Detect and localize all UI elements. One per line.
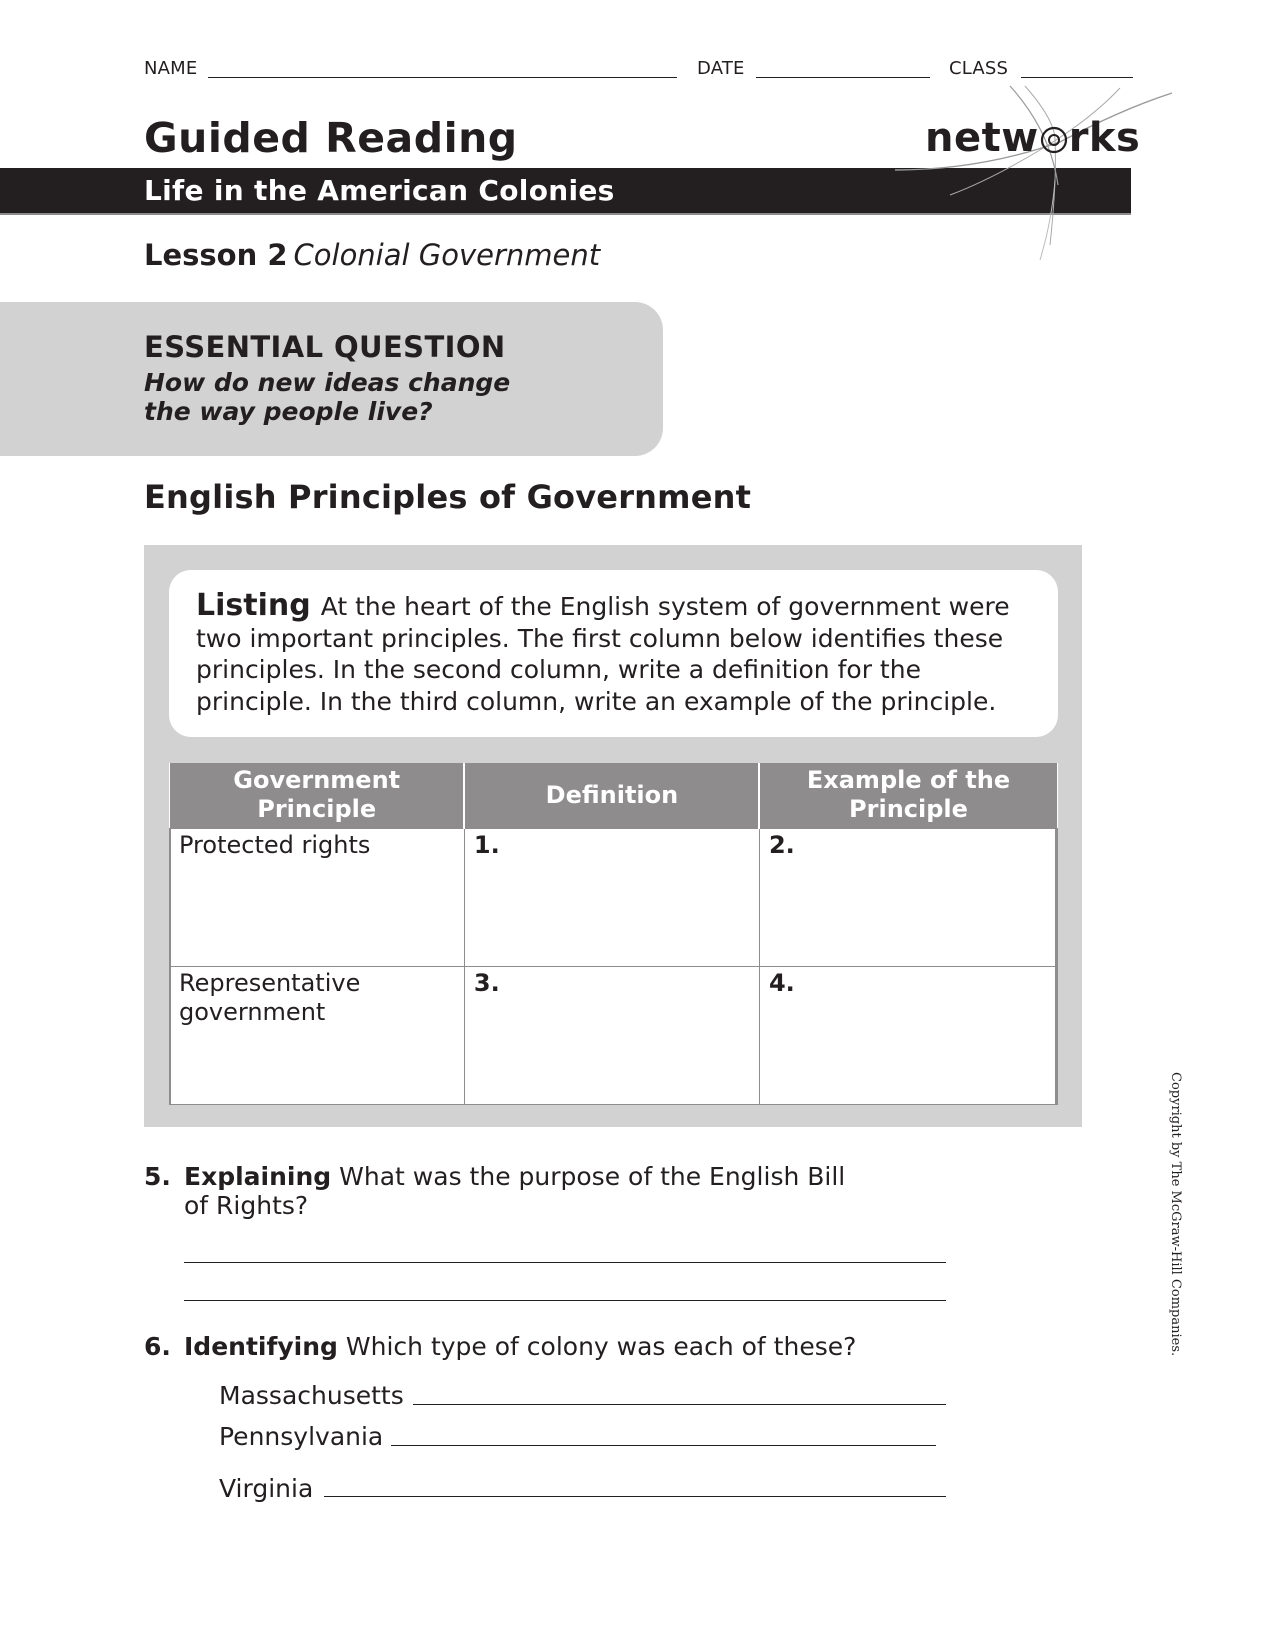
activity-panel [144, 545, 1082, 1127]
lesson-name: Colonial Government [293, 238, 601, 272]
pennsylvania-answer-line[interactable] [391, 1445, 936, 1446]
question-number: 6. [144, 1332, 171, 1361]
table-header-row [170, 763, 1057, 828]
header-definition: Definition [464, 763, 759, 828]
section-title: English Principles of Government [144, 478, 752, 516]
class-label: CLASS [949, 58, 1009, 79]
target-circle-icon [1040, 126, 1068, 154]
essential-question-box [0, 302, 663, 456]
colony-virginia-label: Virginia [219, 1474, 314, 1503]
instructions-box [169, 570, 1058, 737]
virginia-answer-line[interactable] [324, 1496, 946, 1497]
answer-cell-3[interactable]: 3. [464, 966, 759, 1104]
question-6 [144, 1332, 856, 1361]
essential-question-text [144, 368, 510, 426]
question-text: Which type of colony was each of these? [345, 1332, 857, 1361]
colony-pennsylvania-label: Pennsylvania [219, 1422, 384, 1451]
name-label: NAME [144, 58, 198, 79]
lesson-heading [144, 238, 600, 272]
table-row [170, 828, 1057, 966]
lesson-number: Lesson 2 [144, 238, 288, 272]
question-text: What was the purpose of the English Bill [339, 1162, 846, 1191]
class-input-line[interactable] [1021, 77, 1133, 78]
date-input-line[interactable] [756, 77, 930, 78]
networks-logo [925, 115, 1140, 161]
answer-line-2[interactable] [184, 1300, 946, 1301]
question-verb: Identifying [184, 1332, 338, 1361]
unit-banner [0, 168, 1131, 215]
question-text-cont: of Rights? [184, 1191, 309, 1220]
copyright-notice: Copyright by The McGraw-Hill Companies. [1168, 1072, 1183, 1357]
instructions-lead: Listing [196, 588, 311, 623]
question-number: 5. [144, 1162, 171, 1191]
logo-text-start: netw [925, 115, 1039, 161]
question-5 [144, 1162, 845, 1220]
massachusetts-answer-line[interactable] [413, 1404, 946, 1405]
date-label: DATE [697, 58, 745, 79]
table-row [170, 966, 1057, 1104]
eq-line-1: How do new ideas change [144, 368, 511, 397]
answer-cell-4[interactable]: 4. [759, 966, 1056, 1104]
header-example: Example of the Principle [759, 763, 1056, 828]
header-government-principle: Government Principle [170, 763, 464, 828]
unit-title: Life in the American Colonies [144, 174, 615, 207]
principles-table [169, 763, 1058, 1105]
answer-cell-1[interactable]: 1. [464, 828, 759, 966]
question-verb: Explaining [184, 1162, 332, 1191]
logo-text-end: rks [1068, 115, 1141, 161]
essential-question-title: ESSENTIAL QUESTION [144, 330, 506, 364]
instructions-text: At the heart of the English system of government were two important principles. The first column below identifies these principles. In the second column, write a definition for the principle. In the third column, write an example of the principle. [196, 592, 1010, 716]
principle-cell: Protected rights [170, 828, 464, 966]
principle-cell: Representative government [170, 966, 464, 1104]
name-input-line[interactable] [208, 77, 677, 78]
answer-line-1[interactable] [184, 1262, 946, 1263]
colony-massachusetts-label: Massachusetts [219, 1381, 404, 1410]
page-title: Guided Reading [144, 114, 518, 162]
answer-cell-2[interactable]: 2. [759, 828, 1056, 966]
eq-line-2: the way people live? [144, 397, 433, 426]
